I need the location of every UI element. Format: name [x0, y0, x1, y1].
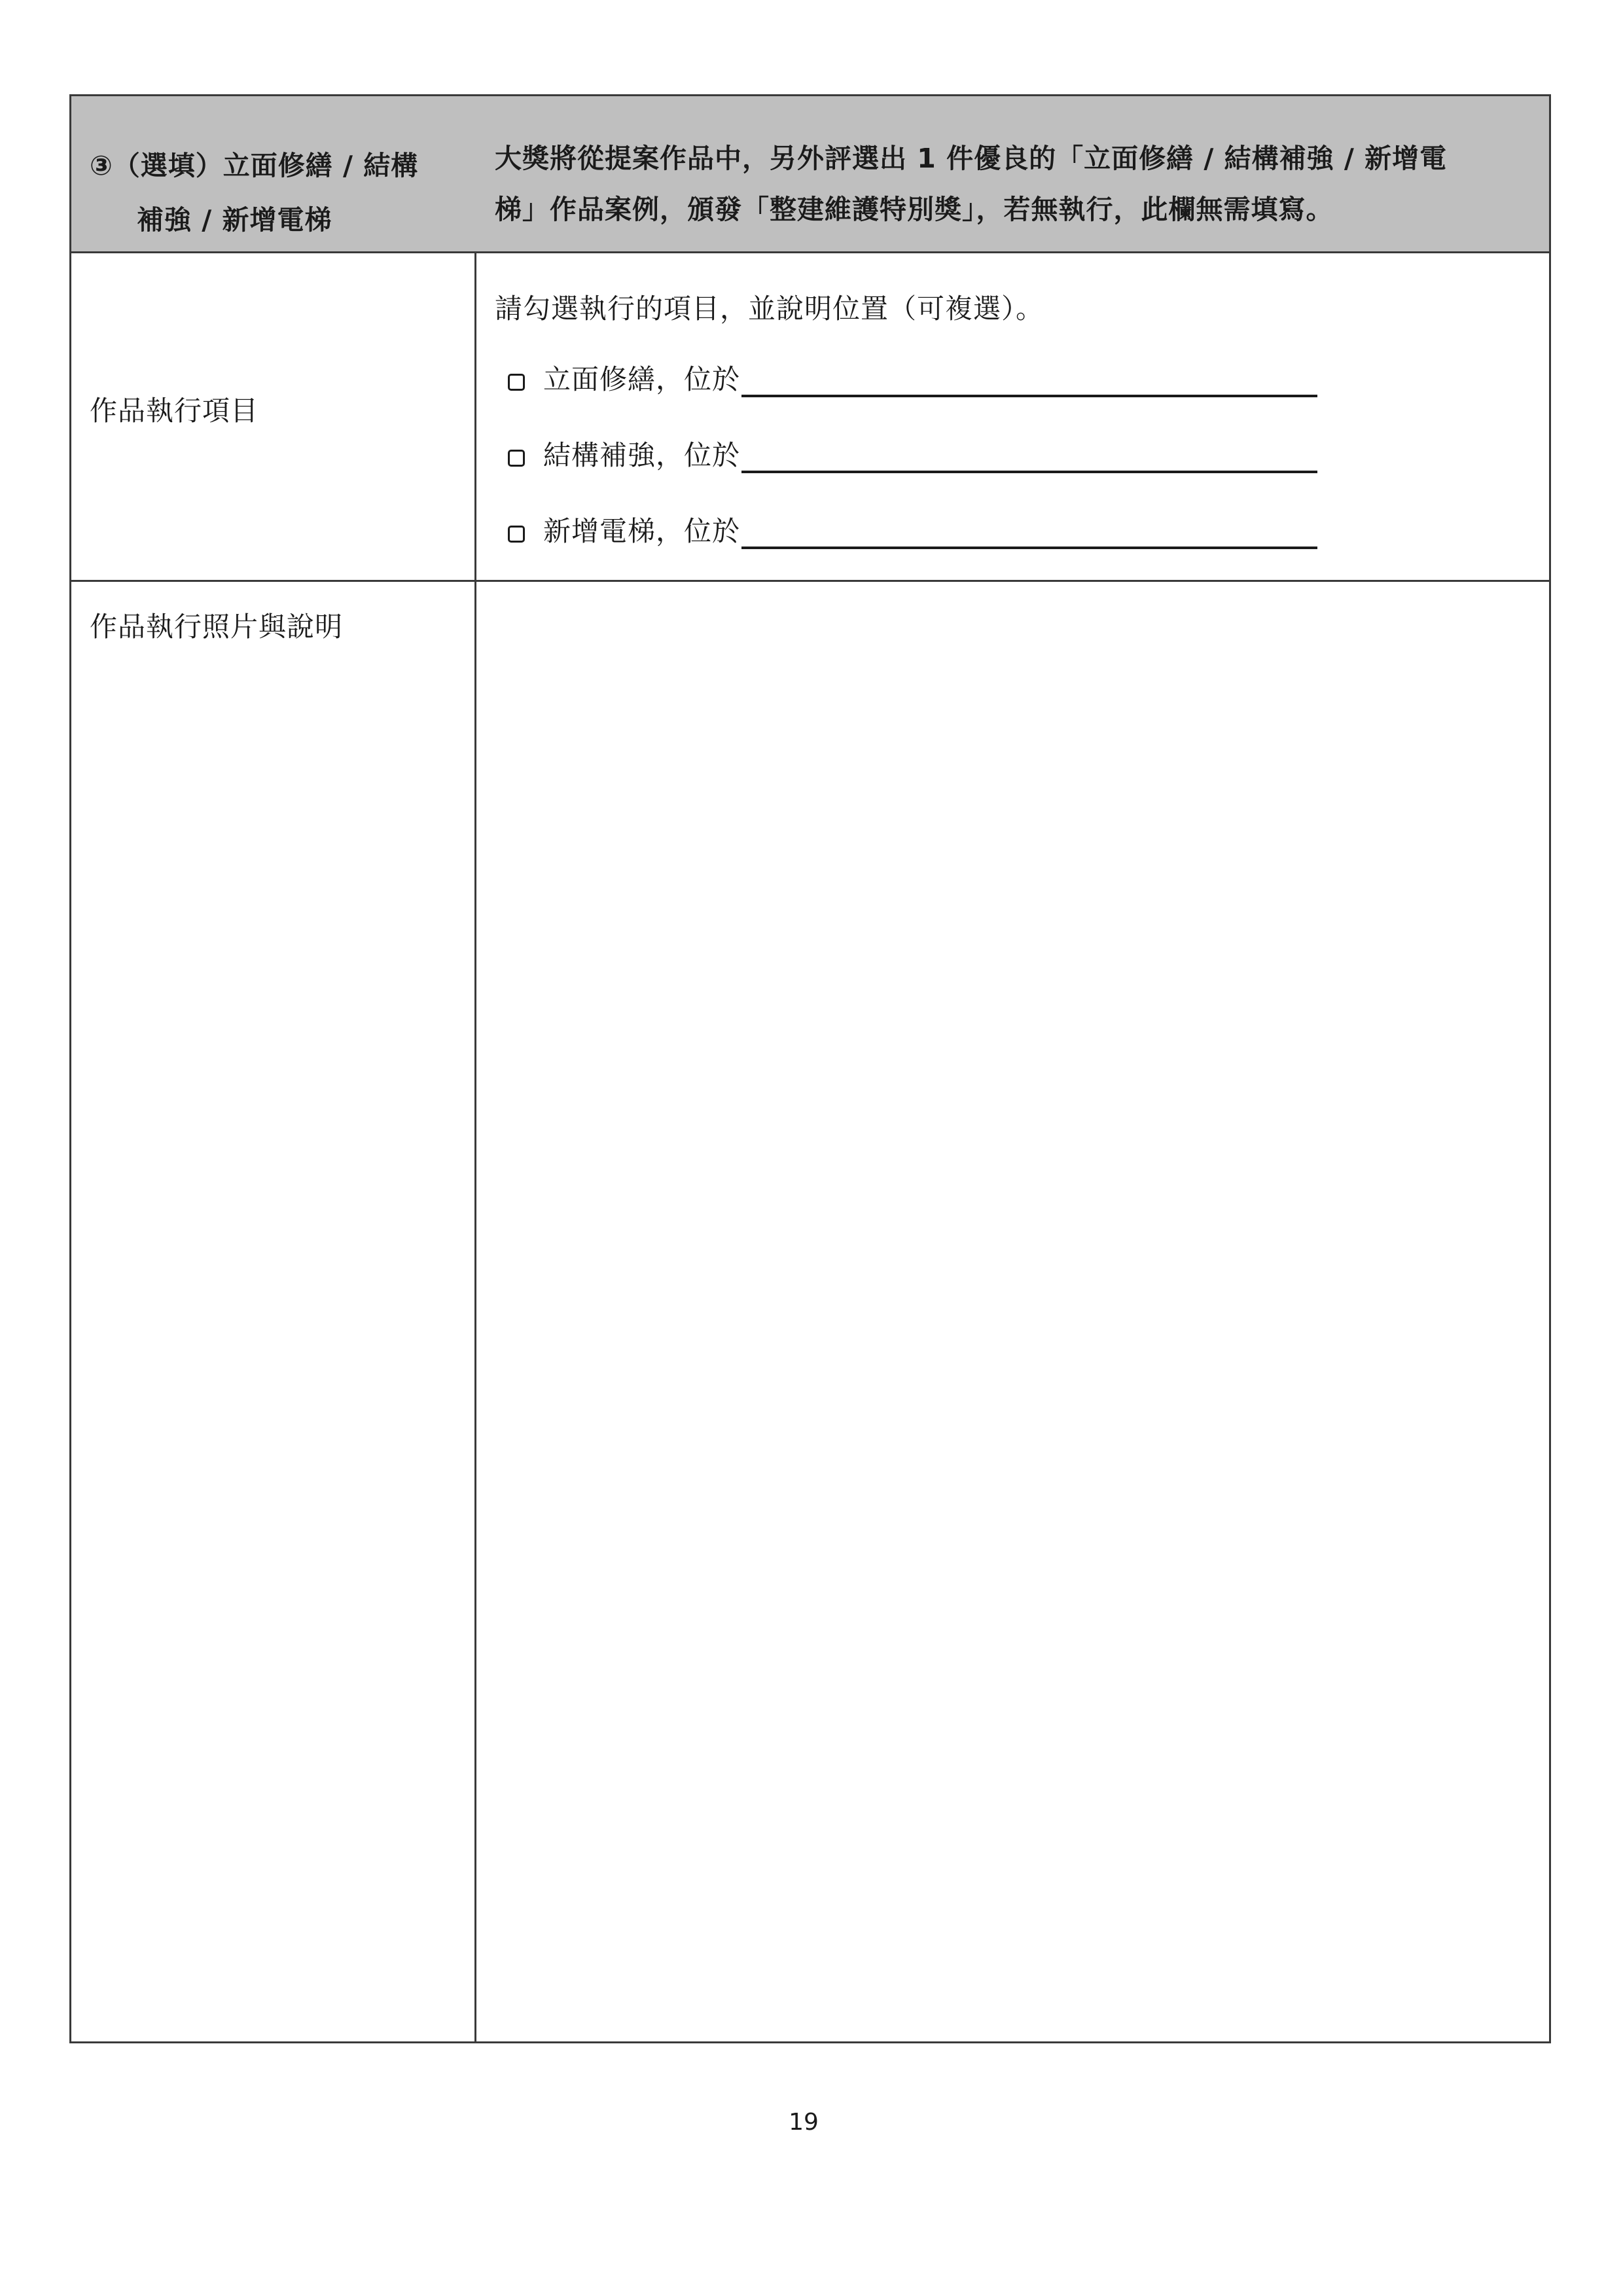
option-facade-repair-label: 立面修繕，位於 — [543, 363, 741, 395]
execution-items-label-cell — [71, 253, 474, 580]
photos-content-area[interactable] — [476, 582, 1549, 2041]
structural-reinforcement-location-blank[interactable] — [741, 438, 1317, 473]
photos-label: 作品執行照片與說明 — [90, 611, 344, 643]
execution-items-instruction: 請勾選執行的項目，並說明位置（可複選）。 — [495, 293, 1044, 325]
option-new-elevator — [508, 510, 1317, 549]
option-facade-repair — [508, 358, 1317, 397]
option-structural-reinforcement — [508, 434, 1317, 473]
photos-row — [71, 582, 1549, 2041]
facade-repair-location-blank[interactable] — [741, 362, 1317, 397]
header-left-cell — [71, 96, 474, 251]
checkbox-icon[interactable] — [508, 526, 525, 543]
checkbox-icon[interactable] — [508, 450, 525, 467]
option-structural-reinforcement-label: 結構補強，位於 — [543, 439, 741, 471]
section-description-line1: 大獎將從提案作品中，另外評選出 1 件優良的「立面修繕 / 結構補強 / 新增電 — [495, 143, 1448, 174]
section-title-line1: ③（選填）立面修繕 / 結構 — [90, 150, 419, 181]
page-number: 19 — [789, 2109, 819, 2136]
form-table — [69, 94, 1551, 2043]
section-title-line2: 補強 / 新增電梯 — [137, 204, 332, 236]
section-title — [90, 134, 469, 243]
new-elevator-location-blank[interactable] — [741, 514, 1317, 549]
header-row — [71, 96, 1549, 253]
section-description — [495, 133, 1523, 235]
execution-items-label: 作品執行項目 — [90, 395, 259, 427]
checkbox-icon[interactable] — [508, 374, 525, 391]
section-description-line2: 梯」作品案例，頒發「整建維護特別獎」，若無執行，此欄無需填寫。 — [495, 194, 1334, 225]
execution-items-content-cell — [476, 253, 1549, 580]
execution-items-row — [71, 253, 1549, 582]
option-new-elevator-label: 新增電梯，位於 — [543, 515, 741, 547]
header-right-cell — [476, 96, 1549, 251]
photos-label-cell — [71, 582, 474, 2041]
